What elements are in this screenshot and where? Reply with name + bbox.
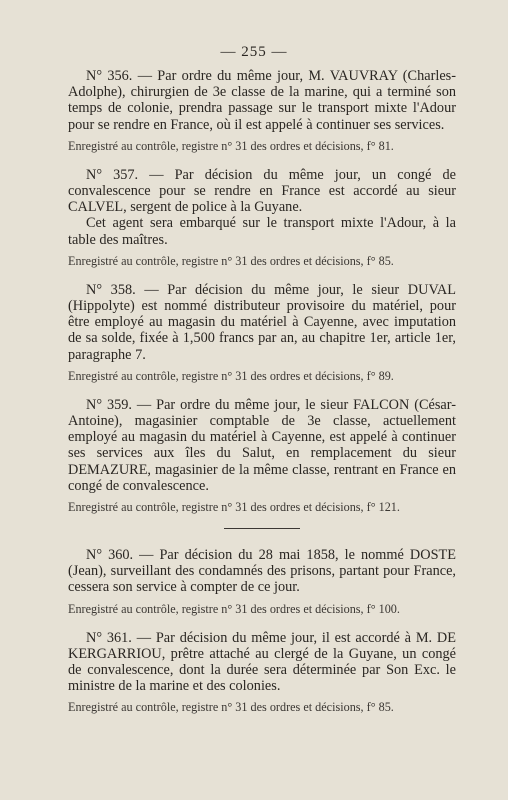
- page-number: — 255 —: [220, 44, 288, 60]
- entry-357: [68, 167, 456, 268]
- entry-paragraph: Cet agent sera embarqué sur le transport mixte l'Adour, à la table des maîtres.: [68, 215, 456, 248]
- entry-359: [68, 397, 456, 514]
- entry-paragraph: N° 358. — Par décision du même jour, le sieur DUVAL (Hippolyte) est nommé distributeur provisoire du matériel, pour être employé au magasin du matériel à Cayenne, avec imputation de sa solde, fixée à 1,500 francs par an, au chapitre 1er, article 1er, paragraphe 7.: [68, 281, 456, 363]
- entry-paragraph: N° 356. — Par ordre du même jour, M. VAUVRAY (Charles-Adolphe), chirurgien de 3e classe de la marine, qui a terminé son temps de colonie, prendra passage sur le transport mixte l'Adour pour se rendre en France, où il est appelé à continuer ses services.: [68, 68, 456, 133]
- entry-360: [68, 547, 456, 616]
- registration-note: Enregistré au contrôle, registre n° 31 des ordres et décisions, f° 100.: [68, 601, 400, 616]
- registration-note: Enregistré au contrôle, registre n° 31 des ordres et décisions, f° 81.: [68, 138, 394, 153]
- entry-paragraph: N° 357. — Par décision du même jour, un congé de convalescence pour se rendre en France est accordé au sieur CALVEL, sergent de police à la Guyane.: [68, 166, 456, 216]
- entry-356: [68, 68, 456, 153]
- entry-361: [68, 630, 456, 715]
- registration-note: Enregistré au contrôle, registre n° 31 des ordres et décisions, f° 85.: [68, 700, 394, 715]
- entry-358: [68, 282, 456, 383]
- registration-note: Enregistré au contrôle, registre n° 31 des ordres et décisions, f° 85.: [68, 253, 394, 268]
- registration-note: Enregistré au contrôle, registre n° 31 des ordres et décisions, f° 121.: [68, 500, 400, 515]
- registration-note: Enregistré au contrôle, registre n° 31 des ordres et décisions, f° 89.: [68, 368, 394, 383]
- entry-paragraph: N° 359. — Par ordre du même jour, le sieur FALCON (César-Antoine), magasinier comptable de 3e classe, actuellement employé au magasin du matériel à Cayenne, est appelé à continuer ses services aux îles du Salut, en remplacement du sieur DEMAZURE, magasinier de la même classe, rentrant en France en congé de convalescence.: [68, 396, 456, 494]
- entries-list: [68, 68, 456, 728]
- section-divider: [224, 528, 300, 529]
- entry-paragraph: N° 360. — Par décision du 28 mai 1858, le nommé DOSTE (Jean), surveillant des condamnés des prisons, partant pour France, cessera son service à compter de ce jour.: [68, 547, 456, 596]
- entry-paragraph: N° 361. — Par décision du même jour, il est accordé à M. DE KERGARRIOU, prêtre attaché au clergé de la Guyane, un congé de convalescence, dont la durée sera déterminée par Son Exc. le ministre de la marine et des colonies.: [68, 629, 456, 695]
